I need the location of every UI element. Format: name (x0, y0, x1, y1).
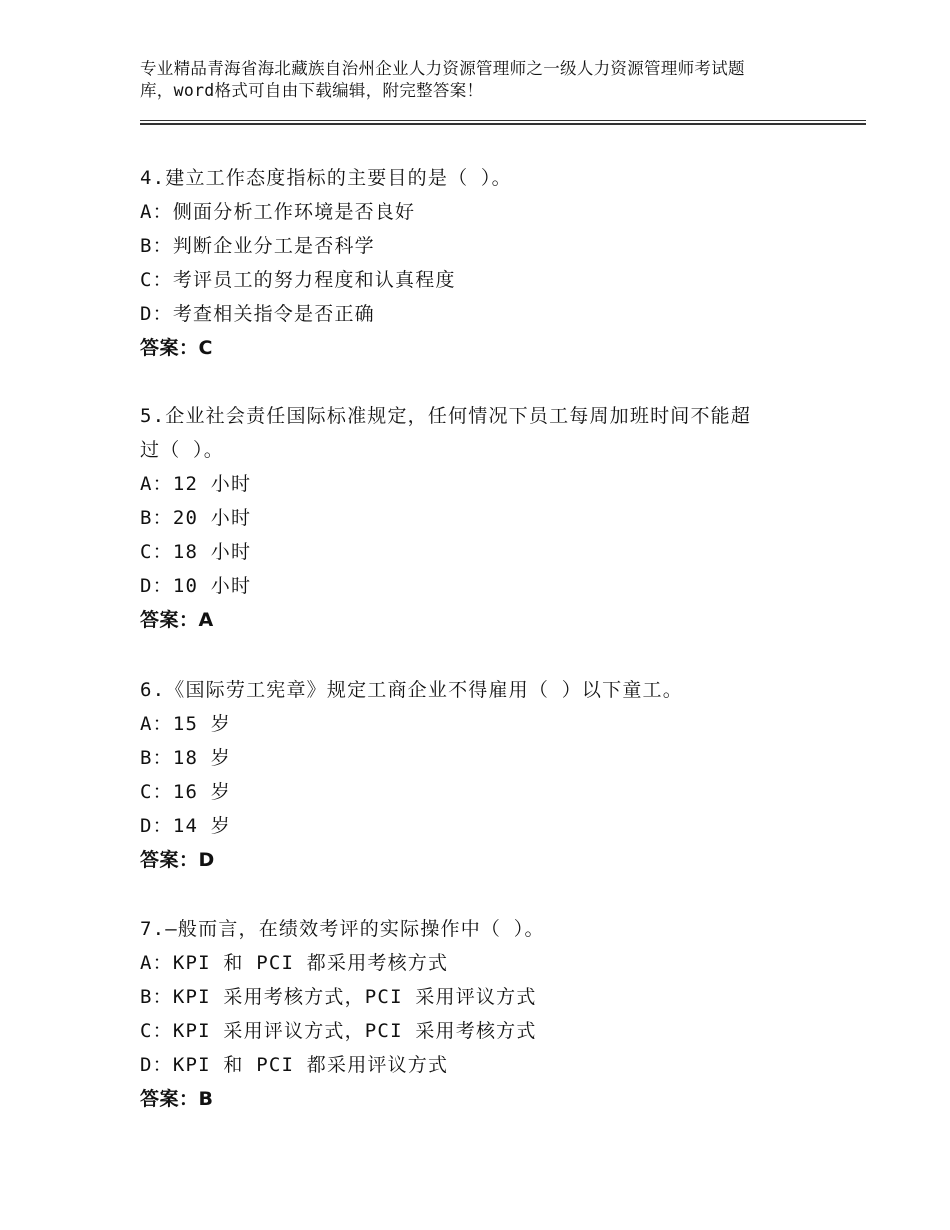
option-a: A：KPI 和 PCI 都采用考核方式 (140, 952, 449, 974)
option-a: A：12 小时 (140, 473, 252, 495)
answer-line (140, 843, 840, 877)
answer-value: A (198, 609, 214, 631)
option-c: C：考评员工的努力程度和认真程度 (140, 269, 456, 291)
option-d: D：KPI 和 PCI 都采用评议方式 (140, 1054, 449, 1076)
question-stem: 4.建立工作态度指标的主要目的是（ ）。 (140, 167, 512, 189)
option-b: B：18 岁 (140, 747, 231, 769)
option-b: B：KPI 采用考核方式，PCI 采用评议方式 (140, 986, 537, 1008)
option-b: B：判断企业分工是否科学 (140, 235, 375, 257)
option-a: A：15 岁 (140, 713, 231, 735)
option-b: B：20 小时 (140, 507, 252, 529)
option-c: C：18 小时 (140, 541, 252, 563)
option-d: D：考查相关指令是否正确 (140, 303, 375, 325)
answer-label: 答案： (140, 609, 199, 631)
header-divider (140, 120, 866, 125)
answer-label: 答案： (140, 849, 199, 871)
question-stem: 5.企业社会责任国际标准规定，任何情况下员工每周加班时间不能超 (140, 405, 752, 427)
header-line-1: 专业精品青海省海北藏族自治州企业人力资源管理师之一级人力资源管理师考试题 (140, 59, 745, 78)
question-5 (140, 399, 840, 637)
answer-value: B (198, 1088, 214, 1110)
question-stem: 7.—般而言，在绩效考评的实际操作中（ ）。 (140, 918, 545, 940)
question-6 (140, 673, 840, 877)
answer-line (140, 603, 840, 637)
answer-value: C (198, 337, 213, 359)
answer-line (140, 1082, 840, 1116)
question-stem-continued: 过（ ）。 (140, 439, 224, 461)
option-d: D：14 岁 (140, 815, 231, 837)
question-4 (140, 161, 840, 365)
option-a: A：侧面分析工作环境是否良好 (140, 201, 416, 223)
question-stem: 6.《国际劳工宪章》规定工商企业不得雇用（ ）以下童工。 (140, 679, 683, 701)
document-header (140, 58, 830, 102)
answer-label: 答案： (140, 337, 199, 359)
answer-value: D (198, 849, 215, 871)
option-c: C：16 岁 (140, 781, 231, 803)
option-d: D：10 小时 (140, 575, 252, 597)
answer-line (140, 331, 840, 365)
answer-label: 答案： (140, 1088, 199, 1110)
question-7 (140, 912, 840, 1116)
header-line-2: 库，word格式可自由下载编辑，附完整答案！ (140, 81, 484, 100)
option-c: C：KPI 采用评议方式，PCI 采用考核方式 (140, 1020, 537, 1042)
